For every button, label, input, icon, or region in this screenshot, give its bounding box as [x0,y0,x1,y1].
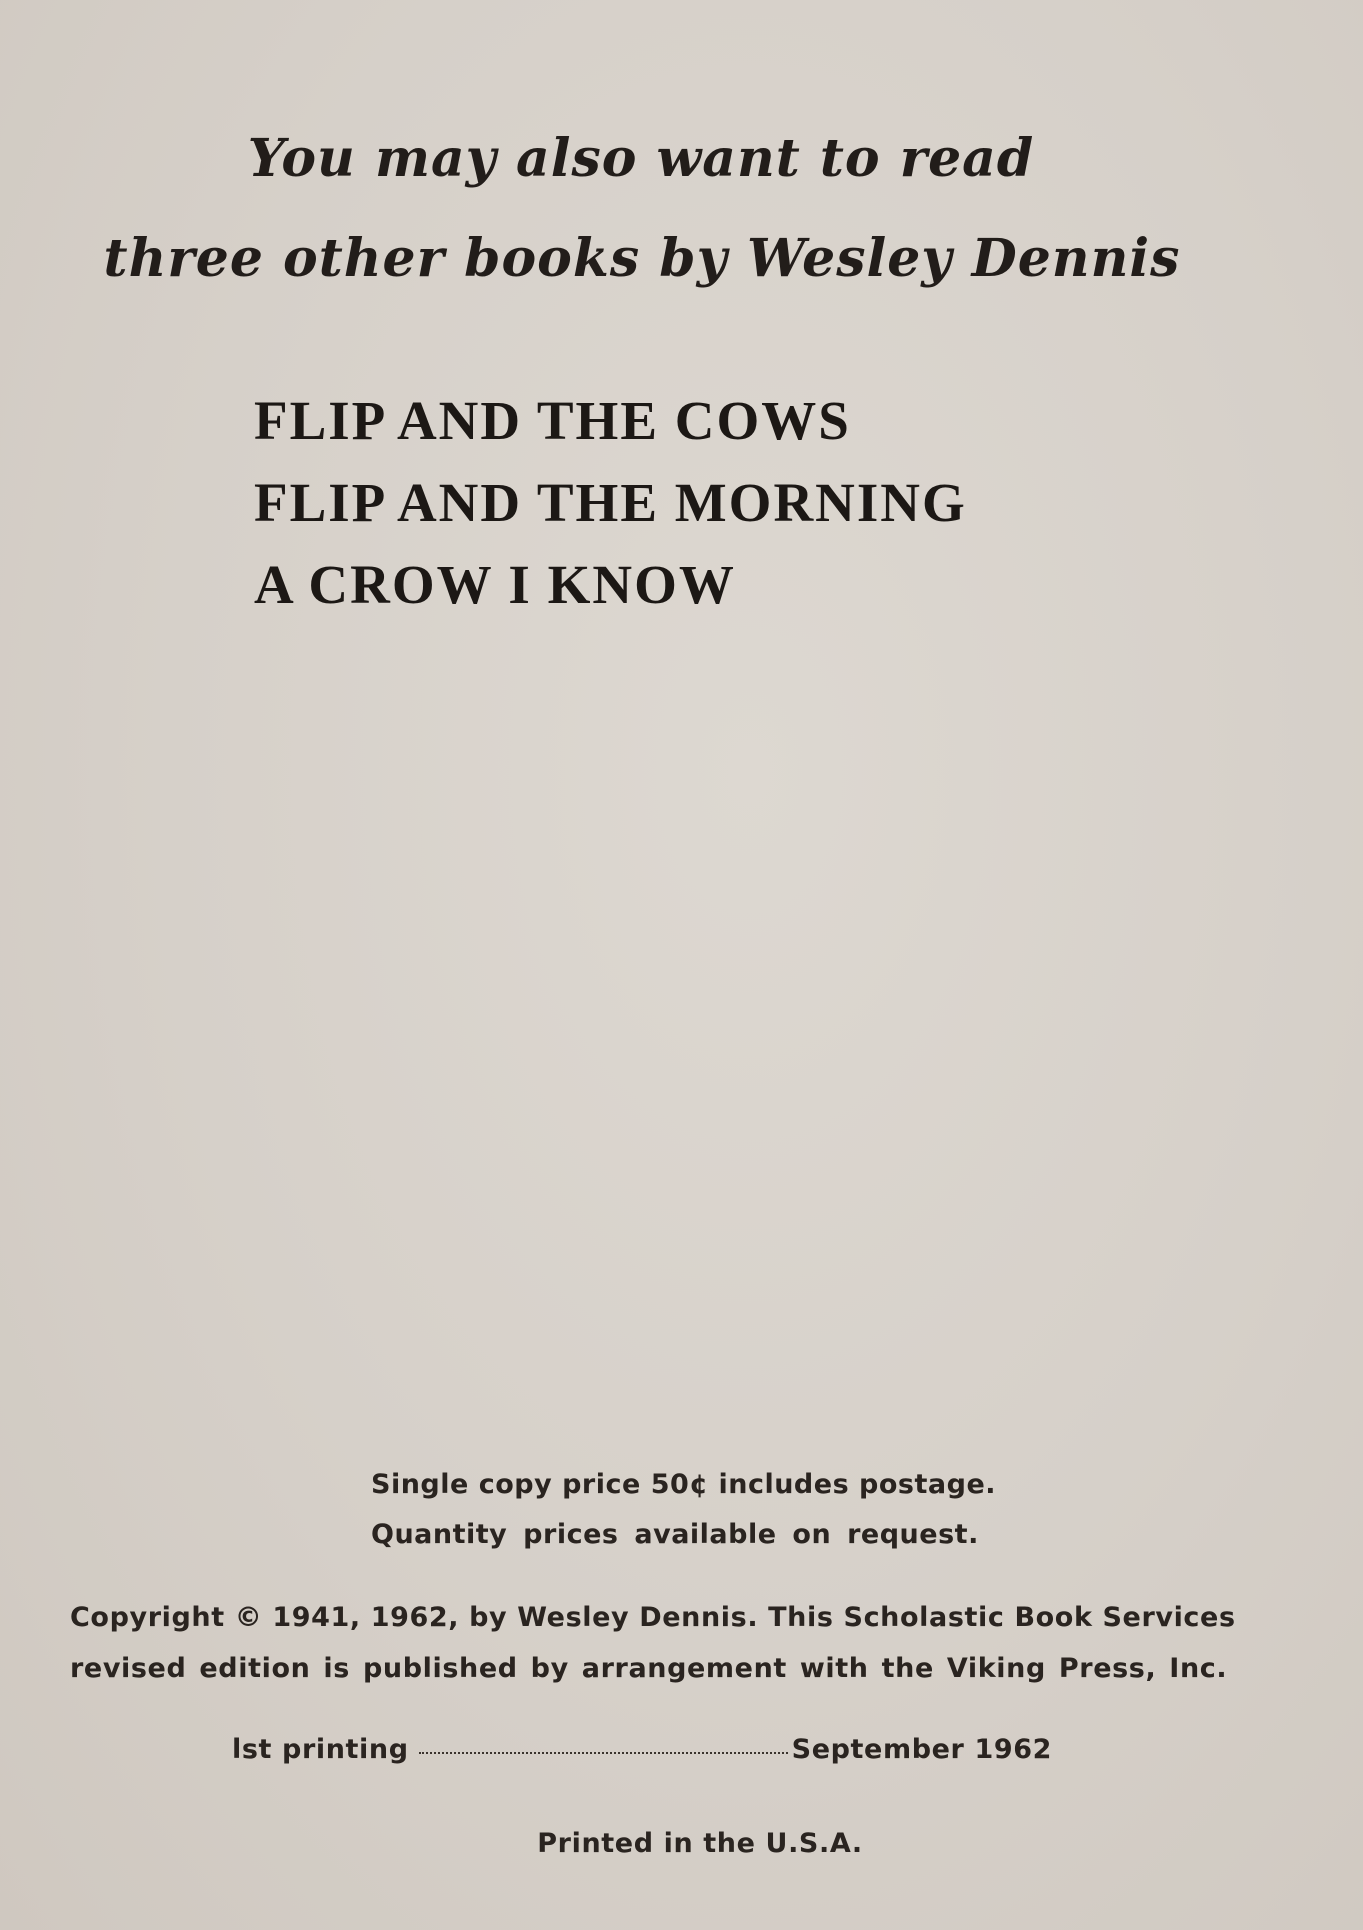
printing-label: lst printing [232,1734,409,1765]
quantity-line: Quantity prices available on request. [371,1519,979,1550]
intro-line-2: three other books by Wesley Dennis [103,228,1181,289]
copyright-line-1: Copyright © 1941, 1962, by Wesley Dennis. This Scholastic Book Services [70,1602,1236,1633]
printed-in-notice: Printed in the U.S.A. [537,1828,863,1859]
book-title-list [254,380,967,626]
printing-date: September 1962 [791,1734,1052,1765]
price-line: Single copy price 50¢ includes postage. [371,1469,997,1500]
book-title: A CROW I KNOW [254,554,736,615]
copyright-notice [70,1592,1236,1694]
book-title: FLIP AND THE MORNING [254,472,967,533]
intro-line-1: You may also want to read [247,128,1035,189]
book-title: FLIP AND THE COWS [254,390,851,451]
copyright-line-2: revised edition is published by arrangement with the Viking Press, Inc. [70,1653,1228,1684]
printing-line [232,1734,1052,1765]
dot-leader [419,1752,788,1754]
price-notice [371,1460,996,1560]
